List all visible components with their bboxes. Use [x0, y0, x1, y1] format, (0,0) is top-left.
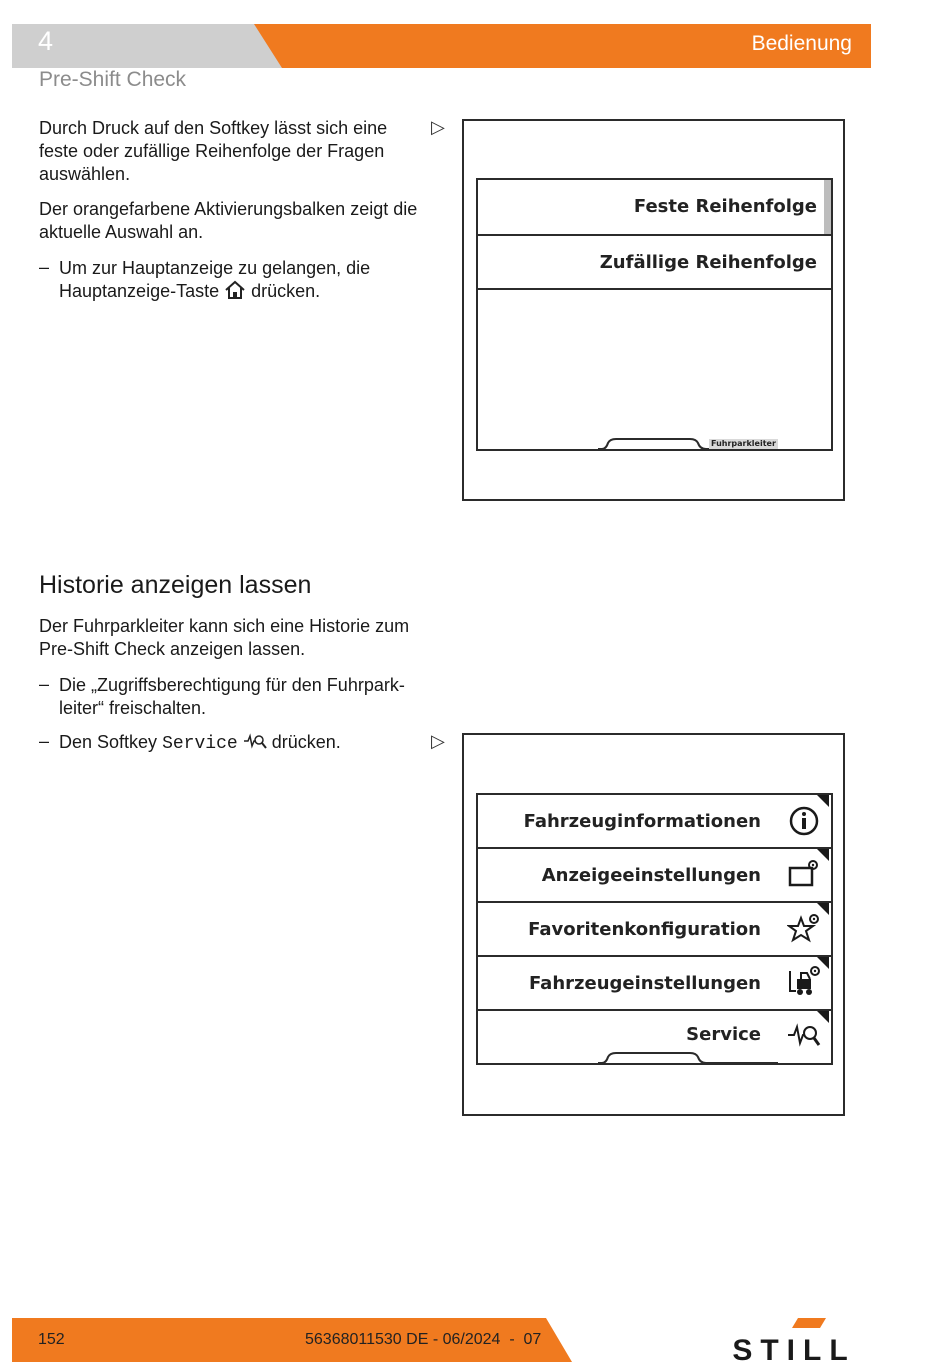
section-heading-history: Historie anzeigen lassen [39, 571, 312, 599]
list-dash: – [39, 731, 50, 751]
paragraph-softkey: Durch Druck auf den Softkey lässt sich eine feste oder zufällige Reihenfolge der Fragen auswählen. [39, 118, 388, 184]
still-logo [714, 1316, 874, 1366]
softkey-tab-outline [598, 1051, 778, 1065]
menu-label: Favoritenkonfiguration [528, 919, 761, 940]
menu-label: Service [686, 1024, 761, 1045]
order-menu [476, 178, 833, 451]
document-number: 56368011530 DE - 06/2024 - 07 [305, 1331, 542, 1348]
forklift-settings-icon [787, 965, 821, 999]
page-number: 152 [38, 1331, 65, 1348]
step-line2-before: Hauptanzeige-Taste [59, 281, 220, 301]
list-dash: – [39, 674, 50, 694]
step-before: Den Softkey [59, 732, 158, 752]
menu-label: Fahrzeugeinstellungen [528, 973, 761, 994]
service-icon [243, 732, 267, 750]
step-after: drücken. [271, 732, 341, 752]
step-line2-after: drücken. [251, 281, 321, 301]
info-icon [787, 804, 821, 838]
tab-badge-fleet-manager: Fuhrparkleiter [711, 439, 776, 448]
step-main-display [59, 257, 429, 303]
option-label: Feste Reihenfolge [633, 196, 817, 217]
main-menu [476, 793, 833, 1065]
menu-row-favorites-configuration[interactable] [478, 903, 831, 957]
option-label: Zufällige Reihenfolge [599, 252, 817, 273]
svg-text:STILL: STILL [732, 1334, 856, 1366]
menu-label: Fahrzeuginformationen [523, 811, 761, 832]
activation-bar [824, 180, 831, 234]
step-line1: Um zur Hauptanzeige zu gelangen, die [59, 258, 371, 278]
softkey-code: Service [162, 734, 238, 754]
step-access-permission [59, 674, 429, 720]
display-screen-service-menu [462, 733, 845, 1116]
service-icon [787, 1018, 821, 1052]
menu-row-vehicle-settings[interactable] [478, 957, 831, 1011]
step-line2: leiter“ freischalten. [59, 698, 207, 718]
chapter-number: 4 [38, 26, 54, 56]
display-settings-icon [787, 857, 821, 891]
menu-row-display-settings[interactable] [478, 849, 831, 903]
star-settings-icon [787, 912, 821, 946]
paragraph-history: Der Fuhrparkleiter kann sich eine Historie zum Pre-Shift Check anzeigen lassen. [39, 616, 410, 659]
menu-row-vehicle-information[interactable] [478, 795, 831, 849]
step-line1: Die „Zugriffsberechtigung für den Fuhrpark- [59, 675, 405, 695]
menu-row-random-order[interactable] [478, 236, 831, 290]
display-screen-order [462, 119, 845, 501]
subsection-title: Pre-Shift Check [39, 68, 187, 91]
paragraph-activation-bar: Der orangefarbene Aktivierungsbalken zeigt die aktuelle Auswahl an. [39, 199, 418, 242]
arrow-icon: ▷ [431, 731, 445, 751]
section-title: Bedienung [751, 32, 852, 55]
list-dash: – [39, 257, 50, 277]
menu-label: Anzeigeeinstellungen [541, 865, 761, 886]
step-press-service [59, 731, 429, 756]
home-icon [224, 280, 246, 300]
menu-row-fixed-order[interactable] [478, 180, 831, 236]
arrow-icon: ▷ [431, 117, 445, 137]
